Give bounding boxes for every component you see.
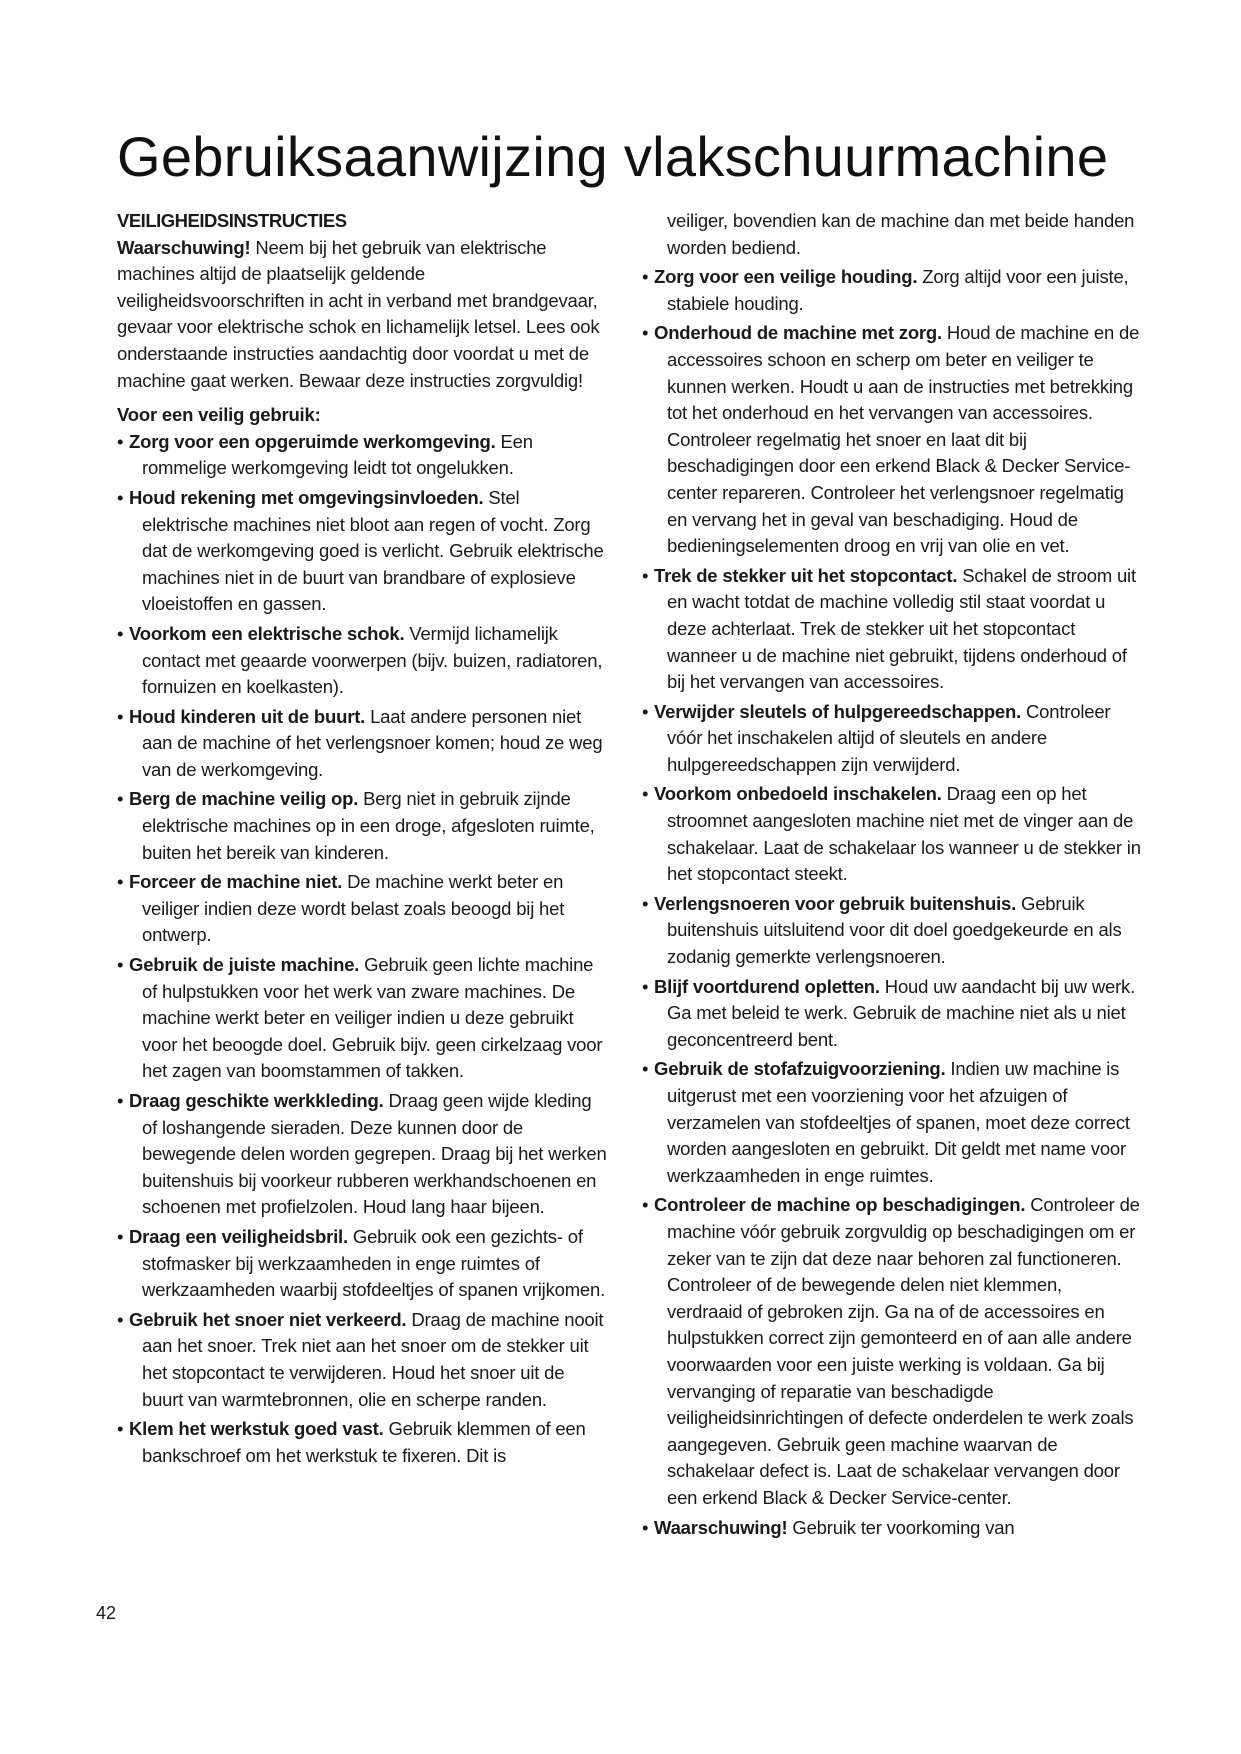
page-number: 42 (96, 1603, 117, 1623)
list-item-text: Gebruik buitenshuis uitsluitend voor dit doel goedgekeurde en als zodanig gemerkte verlengsnoeren. (667, 892, 1122, 968)
warning-text: Neem bij het gebruik van elektrische machines altijd de plaatselijk geldende veiligheidsvoorschriften in acht in verband met brandgevaar, gevaar voor elektrische schok en lichamelijk letsel. Lees ook onderstaande instructies aandachtig door voordat u met de machine gaat werken. Bewaar deze instructies zorgvuldig! (117, 236, 600, 391)
list-item-title: Draag geschikte werkkleding. (129, 1090, 384, 1111)
safe-use-subheading: Voor een veilig gebruik: (117, 404, 321, 426)
list-item-title: Verwijder sleutels of hulpgereedschappen. (654, 700, 1022, 722)
list-item-text: Draag een op het stroomnet aangesloten machine niet met de vinger aan de schakelaar. Laat de schakelaar los wanneer u de stekker in het stopcontact steekt. (667, 783, 1141, 885)
list-item-title: Verlengsnoeren voor gebruik buitenshuis. (654, 892, 1017, 914)
list-item-text: Indien uw machine is uitgerust met een voorziening voor het afzuigen of verzamelen van stofdeeltjes of spanen, moet deze correct worden aangesloten en gebruikt. Dit geldt met name voor werkzaamheden in enge ruimtes. (667, 1058, 1130, 1186)
list-item (642, 1515, 1142, 1542)
list-item (117, 1307, 607, 1413)
list-item (642, 891, 1142, 971)
list-item-text: Schakel de stroom uit en wacht totdat de machine volledig stil staat voordat u deze achterlaat. Trek de stekker uit het stopcontact wanneer u de machine niet gebruikt, tijdens onderhoud of bij het vervangen van accessoires. (667, 564, 1136, 693)
list-item-text: Zorg altijd voor een juiste, stabiele houding. (667, 266, 1129, 314)
section-heading: VEILIGHEIDSINSTRUCTIES (117, 210, 347, 231)
continuation-text: veiliger, bovendien kan de machine dan met beide handen worden bediend. (667, 210, 1135, 258)
left-instruction-list (117, 429, 607, 1470)
list-item-title: Trek de stekker uit het stopcontact. (654, 564, 958, 586)
list-item (642, 974, 1142, 1054)
list-item (642, 264, 1142, 317)
list-item-title: Onderhoud de machine met zorg. (654, 322, 942, 344)
list-item-title: Gebruik het snoer niet verkeerd. (129, 1308, 407, 1330)
list-item-title: Gebruik de juiste machine. (129, 954, 360, 976)
list-item (642, 781, 1142, 887)
list-item-title: Blijf voortdurend opletten. (654, 975, 880, 997)
list-item-title: Voorkom onbedoeld inschakelen. (654, 783, 942, 805)
list-item-text: Controleer vóór het inschakelen altijd of sleutels en andere hulpgereedschappen zijn verwijderd. (667, 700, 1111, 775)
list-item-title: Zorg voor een opgeruimde werkomgeving. (129, 430, 496, 452)
list-item-title: Zorg voor een veilige houding. (654, 266, 918, 288)
list-item-title: Gebruik de stofafzuigvoorziening. (654, 1058, 946, 1080)
list-item-title: Draag een veiligheidsbril. (129, 1225, 348, 1247)
list-item-title: Klem het werkstuk goed vast. (129, 1418, 384, 1440)
list-item-text: Houd uw aandacht bij uw werk. Ga met beleid te werk. Gebruik de machine niet als u niet geconcentreerd bent. (667, 975, 1136, 1050)
left-column (117, 208, 607, 1472)
list-item (642, 1192, 1142, 1511)
list-item (117, 621, 607, 701)
list-item (117, 1088, 607, 1221)
list-item-text: Draag de machine nooit aan het snoer. Trek niet aan het snoer om de stekker uit het stopcontact te verwijderen. Houd het snoer uit de buurt van warmtebronnen, olie en scherpe randen. (142, 1308, 604, 1410)
list-item-title: Waarschuwing! (654, 1516, 788, 1538)
list-item-text: Houd de machine en de accessoires schoon en scherp om beter en veiliger te kunnen werken. Houdt u aan de instructies met betrekking tot het onderhoud en het vervangen van accessoires. Controleer regelmatig het snoer en laat dit bij beschadigingen door een erkend Black & Decker Service-center repareren. Controleer het verlengsnoer regelmatig en vervang het in geval van beschadiging. Houd de bedieningselementen droog en vrij van olie en vet. (667, 322, 1140, 557)
list-item-text: Laat andere personen niet aan de machine of het verlengsnoer komen; houd ze weg van de werkomgeving. (142, 705, 603, 780)
list-item-text: Gebruik ook een gezichts- of stofmasker bij werkzaamheden in enge ruimtes of werkzaamheden waarbij stofdeeltjes of spanen vrijkomen. (142, 1225, 606, 1301)
list-item (117, 429, 607, 482)
page-title: Gebruiksaanwijzing vlakschuurmachine (117, 125, 1109, 188)
list-item-title: Berg de machine veilig op. (129, 788, 359, 810)
list-item (642, 699, 1142, 779)
list-item (117, 704, 607, 784)
list-item-title: Houd kinderen uit de buurt. (129, 705, 366, 727)
list-item-text: Gebruik geen lichte machine of hulpstukken voor het werk van zware machines. De machine werkt beter en veiliger indien u deze gebruikt voor het beoogde doel. Gebruik bijv. geen cirkelzaag voor het zagen van boomstammen of takken. (142, 954, 603, 1082)
warning-paragraph (117, 235, 607, 395)
warning-label: Waarschuwing! (117, 236, 251, 258)
right-instruction-list (642, 264, 1142, 1541)
list-item-text: De machine werkt beter en veiliger indien deze wordt belast zoals beoogd bij het ontwerp. (142, 871, 565, 946)
list-item (117, 1416, 607, 1469)
list-item (642, 1056, 1142, 1189)
list-item-title: Houd rekening met omgevingsinvloeden. (129, 486, 484, 508)
list-item-text: Stel elektrische machines niet bloot aan regen of vocht. Zorg dat de werkomgeving goed is verlicht. Gebruik elektrische machines niet in de buurt van brandbare of explosieve vloeistoffen en gassen. (142, 486, 604, 615)
list-item-text: Berg niet in gebruik zijnde elektrische machines op in een droge, afgesloten ruimte, buiten het bereik van kinderen. (142, 788, 595, 863)
list-item-title: Voorkom een elektrische schok. (129, 622, 405, 644)
right-column (642, 208, 1142, 1544)
list-item (642, 320, 1142, 559)
list-item (117, 1224, 607, 1304)
list-item (117, 786, 607, 866)
list-item-text: Een rommelige werkomgeving leidt tot ongelukken. (142, 430, 533, 479)
list-item (117, 485, 607, 618)
list-item (117, 952, 607, 1085)
list-item-title: Controleer de machine op beschadigingen. (654, 1194, 1026, 1216)
list-item-text: Controleer de machine vóór gebruik zorgvuldig op beschadigingen om er zeker van te zijn dat deze naar behoren zal functioneren. Controleer of de bewegende delen niet klemmen, verdraaid of gebroken zijn. Ga na of de accessoires en hulpstukken correct zijn gemonteerd en of aan alle andere voorwaarden voor een juiste werking is voldaan. Ga bij vervanging of reparatie van beschadigde veiligheidsinrichtingen of defecte onderdelen te werk zoals aangegeven. Gebruik geen machine waarvan de schakelaar defect is. Laat de schakelaar vervangen door een erkend Black & Decker Service-center. (667, 1194, 1140, 1508)
list-item-title: Forceer de machine niet. (129, 871, 343, 893)
list-item-text: Gebruik klemmen of een bankschroef om het werkstuk te fixeren. Dit is (142, 1418, 586, 1466)
list-item (117, 869, 607, 949)
list-item (642, 563, 1142, 696)
list-item-text: Vermijd lichamelijk contact met geaarde voorwerpen (bijv. buizen, radiatoren, fornuizen en koelkasten). (142, 622, 603, 698)
list-item-text: Gebruik ter voorkoming van (787, 1516, 1015, 1538)
list-item-text: Draag geen wijde kleding of loshangende sieraden. Deze kunnen door de bewegende delen worden gegrepen. Draag bij het werken buitenshuis bij voorkeur rubberen werkhandschoenen en schoenen met profielzolen. Houd lang haar bijeen. (142, 1090, 607, 1218)
